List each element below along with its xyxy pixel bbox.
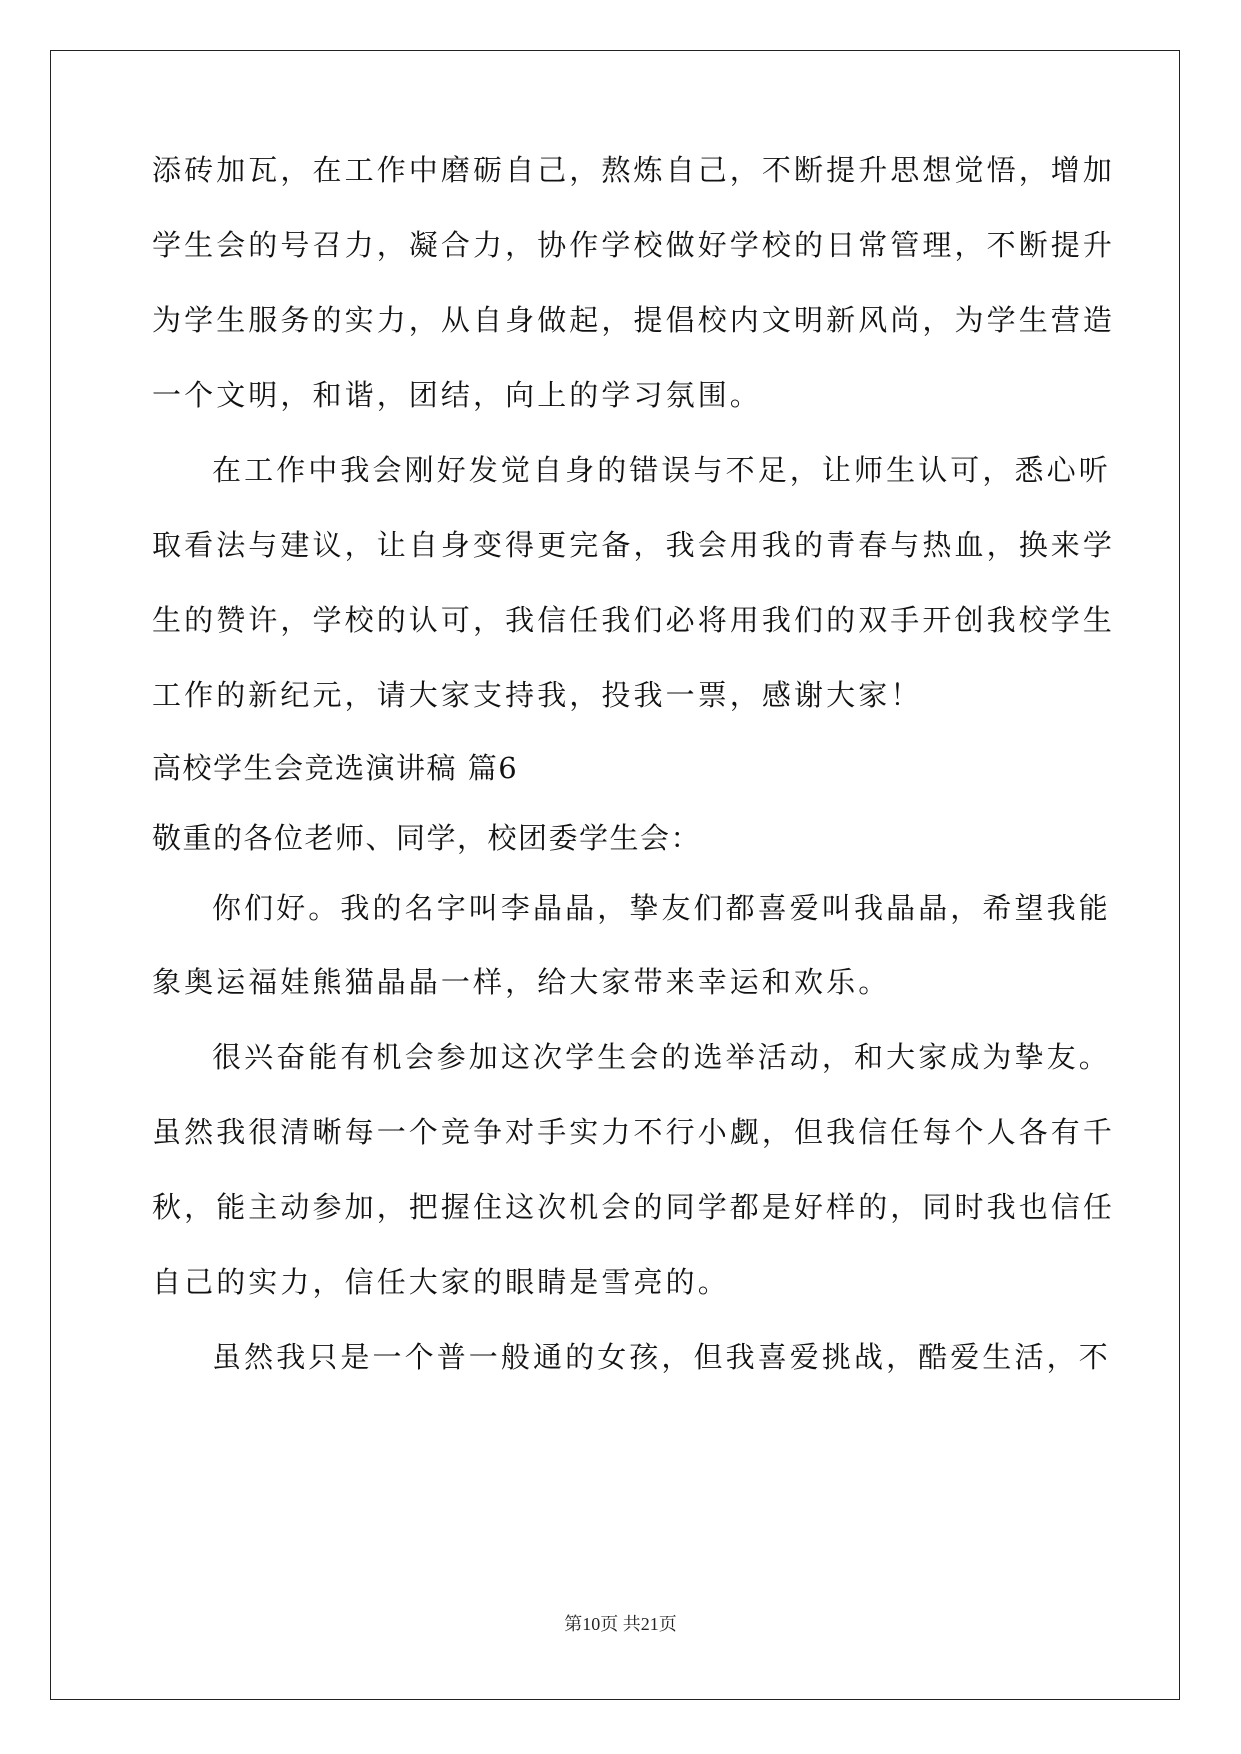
salutation: 敬重的各位老师、同学，校团委学生会： [152, 821, 702, 855]
page-border [50, 50, 1180, 1700]
text-line: 在工作中我会刚好发觉自身的错误与不足，让师生认可，悉心听 [212, 453, 1111, 487]
text-line: 为学生服务的实力，从自身做起，提倡校内文明新风尚，为学生营造 [152, 303, 1116, 337]
text-line: 象奥运福娃熊猫晶晶一样，给大家带来幸运和欢乐。 [152, 965, 891, 999]
section-heading: 高校学生会竞选演讲稿 篇6 [152, 751, 519, 785]
text-line: 添砖加瓦，在工作中磨砺自己，熬炼自己，不断提升思想觉悟，增加 [152, 153, 1116, 187]
page-number: 第10页 共21页 [564, 1614, 677, 1634]
text-line: 一个文明，和谐，团结，向上的学习氛围。 [152, 378, 762, 412]
text-line: 秋，能主动参加，把握住这次机会的同学都是好样的，同时我也信任 [152, 1190, 1116, 1224]
text-line: 很兴奋能有机会参加这次学生会的选举活动，和大家成为挚友。 [212, 1040, 1111, 1074]
text-line: 自己的实力，信任大家的眼睛是雪亮的。 [152, 1265, 730, 1299]
text-line: 学生会的号召力，凝合力，协作学校做好学校的日常管理，不断提升 [152, 228, 1116, 262]
text-line: 工作的新纪元，请大家支持我，投我一票，感谢大家！ [152, 678, 923, 712]
text-line: 你们好。我的名字叫李晶晶，挚友们都喜爱叫我晶晶，希望我能 [212, 891, 1111, 925]
text-line: 取看法与建议，让自身变得更完备，我会用我的青春与热血，换来学 [152, 528, 1116, 562]
text-line: 生的赞许，学校的认可，我信任我们必将用我们的双手开创我校学生 [152, 603, 1116, 637]
text-line: 虽然我很清晰每一个竞争对手实力不行小觑，但我信任每个人各有千 [152, 1115, 1116, 1149]
text-line: 虽然我只是一个普一般通的女孩，但我喜爱挑战，酷爱生活，不 [212, 1340, 1111, 1374]
